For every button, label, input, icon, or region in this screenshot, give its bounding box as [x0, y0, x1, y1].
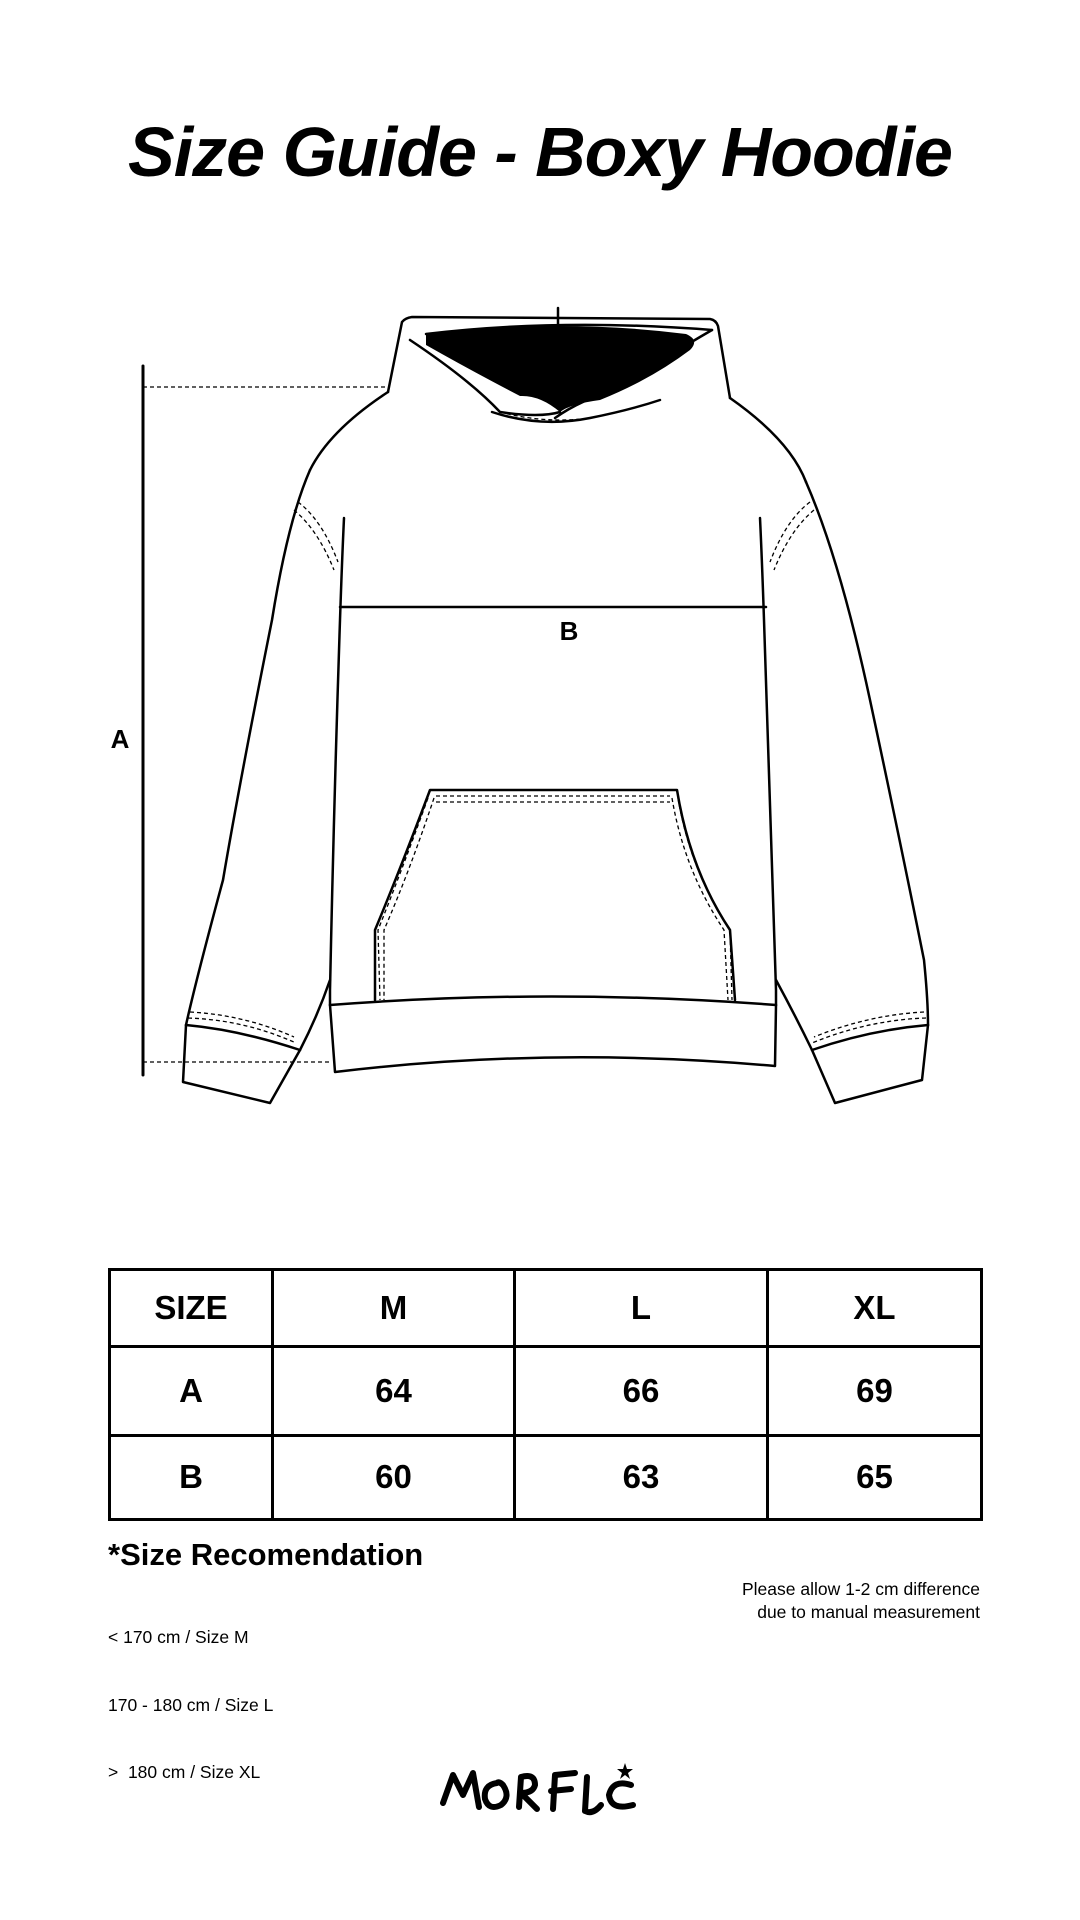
row-label: A [110, 1347, 273, 1435]
table-cell: 66 [515, 1347, 768, 1435]
table-row [110, 1435, 982, 1519]
recommendation-heading: *Size Recomendation [108, 1537, 424, 1572]
table-cell: 65 [768, 1435, 982, 1519]
recommendation-item: < 170 cm / Size M [108, 1627, 249, 1647]
page-title: Size Guide - Boxy Hoodie [128, 113, 952, 191]
note-line: Please allow 1-2 cm difference [742, 1579, 980, 1599]
hood-interior [426, 326, 694, 412]
header-l: L [515, 1270, 768, 1347]
row-label: B [110, 1435, 273, 1519]
table-cell: 60 [273, 1435, 515, 1519]
table-row [110, 1347, 982, 1435]
recommendation-item: > 180 cm / Size XL [108, 1762, 261, 1782]
table-cell: 64 [273, 1347, 515, 1435]
header-m: M [273, 1270, 515, 1347]
table-header-row [110, 1270, 982, 1347]
hoodie-outline [143, 308, 928, 1103]
table-cell: 69 [768, 1347, 982, 1435]
measurement-note [742, 1578, 980, 1623]
note-line: due to manual measurement [757, 1601, 980, 1622]
recommendation-item: 170 - 180 cm / Size L [108, 1694, 274, 1715]
recommendation-list [108, 1581, 273, 1806]
header-size: SIZE [110, 1270, 273, 1347]
table-cell: 63 [515, 1435, 768, 1519]
size-table [108, 1268, 983, 1521]
measure-label-b: B [559, 616, 579, 646]
brand-logo [435, 1755, 645, 1835]
header-xl: XL [768, 1270, 982, 1347]
measure-label-a: A [110, 724, 130, 754]
